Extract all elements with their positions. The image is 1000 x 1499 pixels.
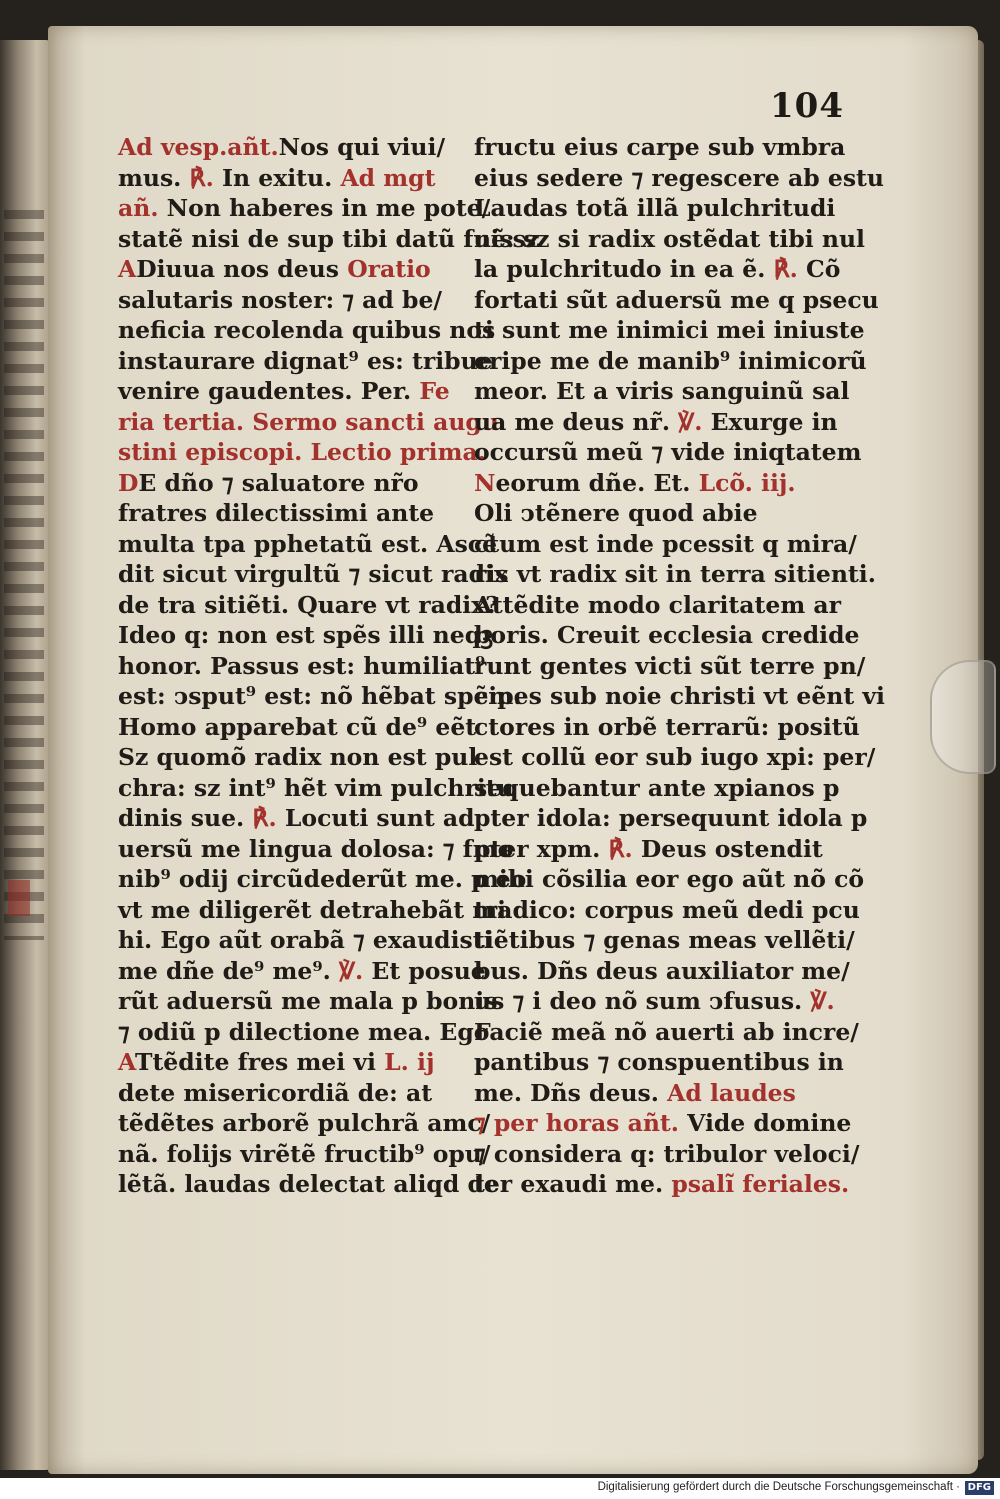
body-text: us ⁊ i deo nõ sum ↄfusus. (474, 987, 811, 1015)
text-line (118, 254, 458, 285)
body-text: fortati sũt aduersũ me q psecu (474, 285, 879, 314)
body-text: Cõ (797, 255, 841, 283)
body-text: neficia recolenda quibus nos (118, 316, 496, 344)
text-line (118, 1108, 491, 1139)
text-line (474, 925, 855, 956)
text-line (118, 986, 498, 1017)
body-text: Vide domine (678, 1109, 852, 1137)
body-text: fratres dilectissimi ante (118, 499, 435, 527)
body-text: Et posue (363, 956, 486, 985)
body-text: eorum dñe. Et. (495, 468, 699, 497)
text-line (118, 864, 527, 895)
text-line (118, 956, 486, 987)
body-text: statẽ nisi de sup tibi datũ fuissz (118, 224, 540, 253)
body-text: cipes sub noie christi vt eẽnt vi (474, 682, 885, 710)
text-line (474, 315, 865, 346)
body-text: ris vt radix sit in terra sitienti. (474, 560, 876, 588)
rubric-text: stini episcopi. Lectio prima. (118, 438, 486, 466)
body-text: Ttẽdite fres mei vi (134, 1048, 385, 1076)
body-text: Nos qui viui/ (278, 133, 446, 161)
rubric-text: ℟. (252, 804, 277, 832)
body-text: Ideo q: non est spẽs illi neqꝫ (118, 621, 494, 649)
text-line (118, 742, 478, 773)
text-line (474, 1169, 850, 1200)
body-text: fructu eius carpe sub vmbra (474, 133, 846, 161)
text-line (474, 407, 838, 438)
rubric-text: psalĩ feriales. (671, 1170, 850, 1198)
body-text: uersũ me lingua dolosa: ⁊ fmo (118, 834, 514, 863)
body-text: lẽtã. laudas delectat aliqd de (118, 1170, 499, 1198)
text-line (474, 986, 835, 1017)
text-line (474, 132, 846, 163)
body-text: mihi cõsilia eor ego aũt nõ cõ (474, 865, 865, 893)
text-line (474, 285, 879, 316)
body-text: Deus ostendit (632, 834, 823, 863)
dfg-logo: DFG (965, 1481, 994, 1495)
body-text: vt me diligerẽt detrahebãt mi (118, 895, 507, 924)
text-line (474, 1047, 844, 1078)
text-line (474, 1078, 814, 1109)
body-text: rũt aduersũ me mala p bonis (118, 987, 498, 1015)
text-line (474, 468, 814, 499)
text-line (474, 224, 865, 255)
body-text: pter idola: persequunt idola p (474, 804, 868, 832)
rubric-text: ℟. (608, 834, 633, 863)
body-text: me dñe de⁹ me⁹. (118, 956, 339, 985)
initial-capital: A (118, 255, 137, 283)
page-clip (930, 660, 996, 774)
body-text: dete misericordiã de: at (118, 1078, 433, 1107)
body-text: nẽ: sz si radix ostẽdat tibi nul (474, 224, 865, 253)
body-text: Exurge in (702, 407, 838, 436)
text-line (474, 254, 841, 285)
rubric-text: Fe (419, 377, 450, 405)
rubric-text: Ad mgt (340, 163, 436, 192)
text-line (474, 712, 860, 743)
text-line (118, 803, 475, 834)
text-line (474, 1017, 859, 1048)
text-line (474, 956, 850, 987)
body-text: nib⁹ odij circũdederũt me. p eo (118, 865, 527, 893)
body-text: de tra sitiẽti. Quare vt radix? (118, 590, 499, 619)
body-text: pantibus ⁊ conspuentibus in (474, 1048, 844, 1076)
body-text: eripe me de manib⁹ inimicorũ (474, 346, 867, 375)
body-text: runt gentes victi sũt terre pn/ (474, 651, 866, 680)
rubric-text: ℣. (678, 407, 703, 436)
rubric-text: ℣. (338, 956, 364, 985)
text-line (118, 1139, 491, 1170)
text-line (118, 712, 477, 743)
rubric-text: Ad laudes (667, 1078, 796, 1107)
body-text: boris. Creuit ecclesia credide (474, 621, 860, 649)
text-line (474, 742, 876, 773)
rubric-text: ⁊ per horas añt. (474, 1109, 679, 1137)
text-line (474, 1139, 860, 1170)
body-text: dit sicut virgultũ ⁊ sicut radix (118, 560, 508, 588)
rubric-text: Oratio (347, 255, 431, 283)
text-line (118, 163, 458, 194)
footer-bar (0, 1478, 1000, 1499)
text-line (118, 1078, 458, 1109)
body-text: me. Dñs deus. (474, 1078, 668, 1107)
body-text: tradico: corpus meũ dedi pcu (474, 895, 860, 924)
text-line (474, 163, 884, 194)
text-line (474, 376, 850, 407)
rubric-text: ℟. (773, 255, 798, 283)
text-line (118, 590, 499, 621)
body-text: Locuti sunt ad (276, 804, 475, 832)
facing-page-text (4, 210, 44, 940)
body-text: chra: sz int⁹ hẽt vim pulchritu (118, 773, 514, 802)
text-line (118, 407, 499, 438)
text-line (118, 285, 458, 316)
body-text: ti sunt me inimici mei iniuste (474, 316, 865, 344)
body-text: ua me deus nr̃. (474, 407, 679, 436)
text-line (118, 681, 522, 712)
page-number: 104 (770, 86, 844, 126)
body-text: sequebantur ante xpianos p (474, 773, 840, 802)
body-text: ctores in orbẽ terrarũ: positũ (474, 712, 860, 741)
body-text: Non haberes in me pote/ (158, 194, 491, 222)
body-text: In exitu. (213, 163, 341, 192)
rubric-text: ria tertia. Sermo sancti augu (118, 407, 499, 436)
body-text: tiẽtibus ⁊ genas meas vellẽti/ (474, 926, 855, 954)
text-line (118, 1047, 458, 1078)
text-line (118, 193, 491, 224)
text-line (474, 681, 885, 712)
initial-capital: N (474, 468, 496, 497)
text-line (474, 590, 841, 621)
text-line (474, 529, 857, 560)
text-line (118, 468, 458, 499)
body-text: salutaris noster: ⁊ ad be/ (118, 285, 442, 314)
rubric-text: añ. (118, 194, 159, 222)
rubric-text: ℟. (189, 163, 214, 192)
text-line (474, 346, 867, 377)
text-line (118, 925, 493, 956)
text-line (118, 1169, 499, 1200)
facing-page-edge (0, 40, 52, 1470)
text-line (118, 132, 458, 163)
body-text: la pulchritudo in ea ẽ. (474, 255, 774, 283)
text-line (118, 651, 486, 682)
facing-page-rubric (8, 880, 30, 916)
body-text: multa tpa pphetatũ est. Ascẽ (118, 529, 498, 558)
text-line (474, 437, 862, 468)
text-line (118, 529, 498, 560)
body-text: eius sedere ⁊ regescere ab estu (474, 163, 884, 192)
initial-capital: A (118, 1048, 135, 1076)
body-text: honor. Passus est: humiliat⁹ (118, 651, 486, 680)
text-line (118, 315, 496, 346)
text-line (474, 895, 860, 926)
body-text: tẽdẽtes arborẽ pulchrã amc/ (118, 1109, 491, 1137)
body-text: occursũ meũ ⁊ vide iniqtatem (474, 438, 862, 466)
body-text: Diuua nos deus (136, 255, 348, 283)
text-line (474, 1108, 852, 1139)
body-text: Faciẽ meã nõ auerti ab incre/ (474, 1017, 859, 1046)
body-text: ⁊ considera q: tribulor veloci/ (474, 1139, 860, 1168)
body-text: mus. (118, 163, 190, 192)
body-text: venire gaudentes. Per. (118, 377, 420, 405)
text-line (118, 620, 494, 651)
body-text: est collũ eor sub iugo xpi: per/ (474, 743, 876, 771)
body-text: ⁊ odiũ p dilectione mea. Ego (118, 1017, 490, 1046)
text-line (118, 376, 458, 407)
left-text-column (118, 132, 540, 1200)
text-line (118, 1017, 490, 1048)
body-text: est: ↄsput⁹ est: nõ hẽbat spẽm. (118, 682, 522, 710)
text-line (474, 559, 876, 590)
rubric-text: Lcõ. iij. (698, 468, 796, 497)
text-line (474, 834, 823, 865)
body-text: ctum est inde pcessit q mira/ (474, 529, 857, 558)
rubric-text: L. ij (384, 1048, 435, 1076)
text-line (118, 559, 508, 590)
body-text: instaurare dignat⁹ es: tribue (118, 346, 493, 375)
rubric-text: ℣. (810, 987, 835, 1015)
body-text: ter exaudi me. (474, 1170, 672, 1198)
text-line (118, 834, 514, 865)
text-line (118, 773, 514, 804)
text-line (474, 498, 814, 529)
body-text: meor. Et a viris sanguinũ sal (474, 377, 850, 405)
text-line (118, 895, 507, 926)
text-line (474, 803, 868, 834)
body-text: Laudas totã illã pulchritudi (474, 194, 836, 222)
body-text: pter xpm. (474, 834, 609, 863)
text-line (118, 224, 540, 255)
body-text: Attẽdite modo claritatem ar (474, 590, 841, 619)
initial-capital: D (118, 468, 139, 497)
body-text: nã. folijs virẽtẽ fructib⁹ opu/ (118, 1139, 491, 1168)
text-line (474, 651, 866, 682)
body-text: bus. Dñs deus auxiliator me/ (474, 956, 850, 985)
text-line (118, 498, 458, 529)
body-text: dinis sue. (118, 804, 253, 832)
text-line (474, 620, 860, 651)
body-text: Oli ↄtẽnere quod abie (474, 499, 758, 527)
text-line (474, 193, 836, 224)
body-text: Sz quomõ radix non est pul (118, 743, 478, 771)
text-line (474, 773, 840, 804)
rubric-text: Ad vesp.añt. (118, 133, 279, 161)
body-text: Homo apparebat cũ de⁹ eẽt (118, 712, 477, 741)
body-text: E dño ⁊ saluatore nr̃o (138, 468, 419, 497)
text-line (118, 346, 493, 377)
right-text-column (474, 132, 885, 1200)
body-text: hi. Ego aũt orabã ⁊ exaudisti (118, 926, 493, 954)
text-line (474, 864, 865, 895)
funding-credit: Digitalisierung gefördert durch die Deutsche Forschungsgemeinschaft · (597, 1481, 960, 1493)
text-line (118, 437, 486, 468)
